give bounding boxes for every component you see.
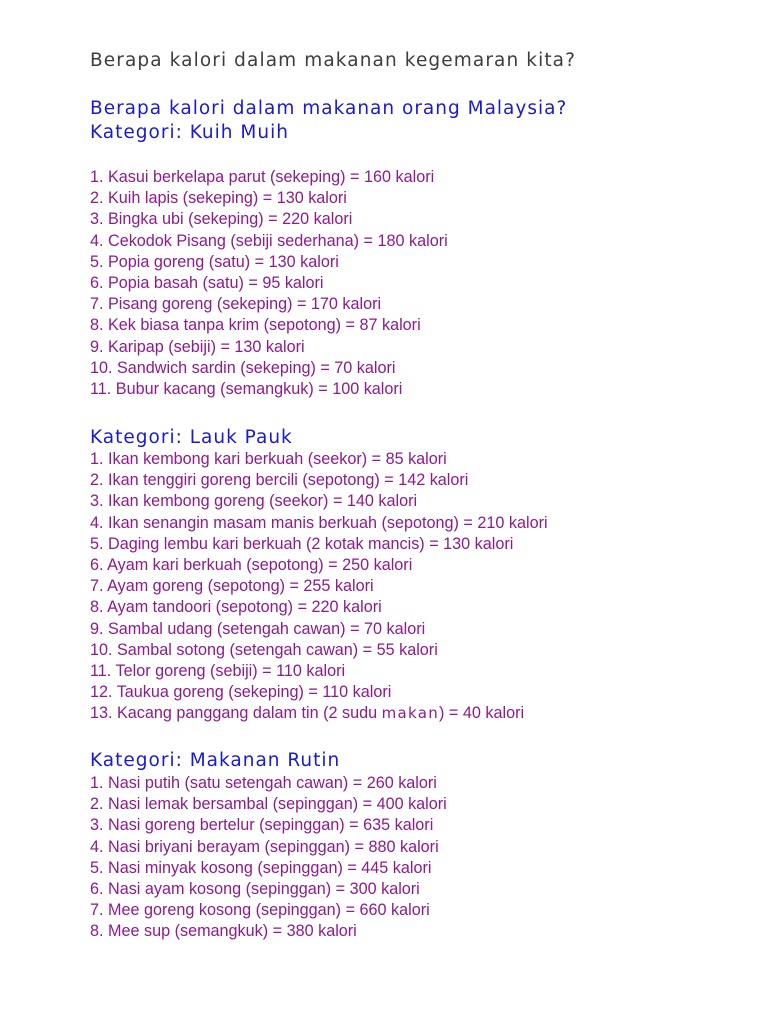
- list-item: 8. Kek biasa tanpa krim (sepotong) = 87 kalori: [90, 316, 421, 335]
- list-item: 9. Sambal udang (setengah cawan) = 70 kalori: [90, 619, 426, 638]
- list-item: 3. Bingka ubi (sekeping) = 220 kalori: [90, 210, 353, 229]
- list-item: 6. Ayam kari berkuah (sepotong) = 250 kalori: [90, 555, 413, 574]
- section-title-kuih-muih: Kategori: Kuih Muih: [90, 122, 289, 143]
- list-item: 5. Popia goreng (satu) = 130 kalori: [90, 252, 339, 271]
- list-item: 11. Telor goreng (sebiji) = 110 kalori: [90, 661, 346, 680]
- list-item: 11. Bubur kacang (semangkuk) = 100 kalori: [90, 379, 403, 398]
- list-item: 7. Mee goreng kosong (sepinggan) = 660 kalori: [90, 901, 430, 920]
- list-item: 4. Cekodok Pisang (sebiji sederhana) = 180 kalori: [90, 231, 448, 250]
- list-item: 6. Popia basah (satu) = 95 kalori: [90, 273, 324, 292]
- list-item: 8. Mee sup (semangkuk) = 380 kalori: [90, 922, 357, 941]
- list-item: 3. Ikan kembong goreng (seekor) = 140 kalori: [90, 492, 418, 511]
- list-item: 10. Sambal sotong (setengah cawan) = 55 kalori: [90, 640, 438, 659]
- list-item: 5. Daging lembu kari berkuah (2 kotak mancis) = 130 kalori: [90, 534, 514, 553]
- list-item: 2. Nasi lemak bersambal (sepinggan) = 400 kalori: [90, 795, 447, 814]
- kuih-muih-list: [90, 167, 448, 400]
- list-item: 2. Ikan tenggiri goreng bercili (sepotong) = 142 kalori: [90, 471, 469, 490]
- section-title-lauk-pauk: Kategori: Lauk Pauk: [90, 427, 293, 448]
- list-item: 9. Karipap (sebiji) = 130 kalori: [90, 337, 305, 356]
- item-text: ) = 40 kalori: [439, 704, 525, 723]
- makanan-rutin-list: [90, 773, 447, 943]
- list-item: 10. Sandwich sardin (sekeping) = 70 kalori: [90, 358, 396, 377]
- lauk-pauk-list: [90, 449, 548, 724]
- list-item: 4. Ikan senangin masam manis berkuah (sepotong) = 210 kalori: [90, 513, 548, 532]
- list-item: 2. Kuih lapis (sekeping) = 130 kalori: [90, 189, 347, 208]
- list-item: 1. Kasui berkelapa parut (sekeping) = 160 kalori: [90, 168, 435, 186]
- item-text-spaced: makan: [381, 704, 440, 723]
- page-title: Berapa kalori dalam makanan kegemaran kita?: [90, 50, 577, 71]
- list-item: 12. Taukua goreng (sekeping) = 110 kalori: [90, 683, 392, 702]
- item-text: 13. Kacang panggang dalam tin (2 sudu: [90, 704, 382, 723]
- list-item: 4. Nasi briyani berayam (sepinggan) = 880 kalori: [90, 837, 439, 856]
- list-item: 6. Nasi ayam kosong (sepinggan) = 300 kalori: [90, 879, 420, 898]
- list-item: 8. Ayam tandoori (sepotong) = 220 kalori: [90, 598, 382, 617]
- list-item: 7. Ayam goreng (sepotong) = 255 kalori: [90, 577, 374, 596]
- list-item: 1. Nasi putih (satu setengah cawan) = 260 kalori: [90, 774, 437, 792]
- list-item: 7. Pisang goreng (sekeping) = 170 kalori: [90, 295, 382, 314]
- list-item: 3. Nasi goreng bertelur (sepinggan) = 635 kalori: [90, 816, 434, 835]
- section-title-makanan-rutin: Kategori: Makanan Rutin: [90, 750, 341, 771]
- list-item: 1. Ikan kembong kari berkuah (seekor) = 85 kalori: [90, 450, 447, 468]
- main-heading: Berapa kalori dalam makanan orang Malaysia?: [90, 98, 568, 119]
- list-item: 5. Nasi minyak kosong (sepinggan) = 445 kalori: [90, 858, 432, 877]
- list-item-last: [90, 703, 548, 724]
